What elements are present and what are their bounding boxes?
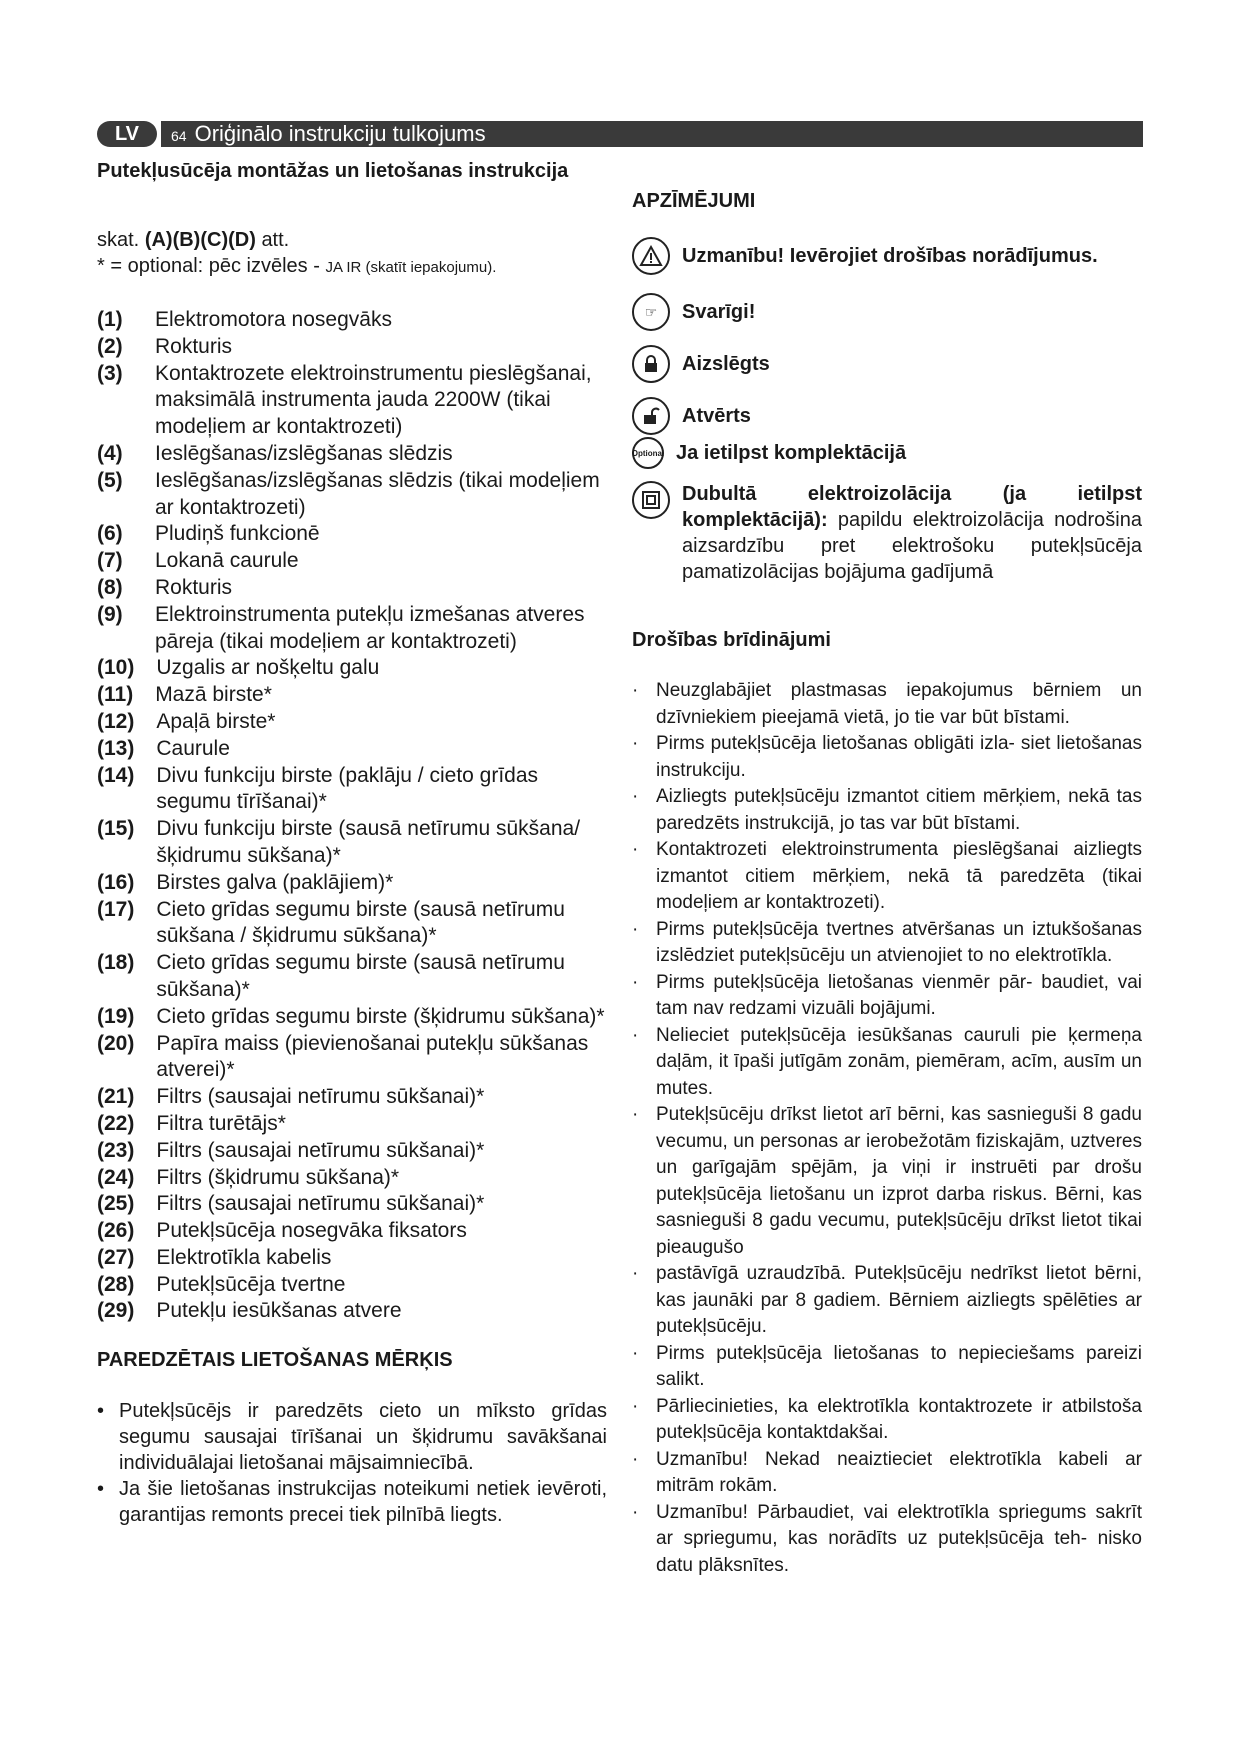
- part-number: (2): [97, 334, 123, 358]
- header-bar: [161, 121, 1143, 147]
- part-item: [97, 548, 607, 575]
- part-item: [97, 1004, 607, 1031]
- part-label: Putekļu iesūkšanas atvere: [156, 1299, 402, 1323]
- part-number: (28): [97, 1272, 135, 1296]
- safety-list: [632, 678, 1142, 1579]
- legend-locked: [632, 345, 1142, 383]
- safety-title: Drošības brīdinājumi: [632, 629, 831, 651]
- bullet-icon: ·: [632, 786, 639, 807]
- part-item: [97, 816, 607, 870]
- part-item: [97, 1084, 607, 1111]
- part-number: (21): [97, 1085, 135, 1109]
- part-item: [97, 521, 607, 548]
- warning-triangle-icon: [632, 237, 670, 275]
- purpose-text: Putekļsūcējs ir paredzēts cieto un mīksto grīdas segumu sausajai tīrīšanai un šķidrumu savākšanai individuālajai lietošanai mājsaimniecībā.: [119, 1400, 607, 1475]
- safety-text: Uzmanību! Pārbaudiet, vai elektrotīkla spriegums sakrīt ar spriegumu, kas norādīts uz putekļsūcēja teh- nisko datu plāksnītes.: [656, 1501, 1142, 1576]
- legend: [632, 237, 1142, 585]
- part-number: (15): [97, 817, 135, 841]
- part-item: [97, 441, 607, 468]
- safety-text: Pirms putekļsūcēja tvertnes atvēršanas un iztukšošanas izslēdziet putekļsūcēju un atvienojiet to no elektrotīkla.: [656, 918, 1142, 966]
- part-label: Ieslēgšanas/izslēgšanas slēdzis (tikai modeļiem ar kontaktrozeti): [155, 468, 600, 519]
- ref-figures: (A)(B)(C)(D): [144, 229, 256, 251]
- part-number: (26): [97, 1219, 135, 1243]
- part-number: (6): [97, 522, 123, 546]
- part-label: Elektroinstrumenta putekļu izmešanas atveres pāreja (tikai modeļiem ar kontaktrozeti): [155, 602, 585, 653]
- purpose-title: PAREDZĒTAIS LIETOŠANAS MĒRĶIS: [97, 1349, 453, 1372]
- part-label: Filtrs (sausajai netīrumu sūkšanai)*: [156, 1085, 485, 1109]
- double-insulation-title: Dubultā elektroizolācija (ja ietilpst komplektācijā):: [682, 483, 1142, 531]
- part-item: [97, 736, 607, 763]
- part-label: Ieslēgšanas/izslēgšanas slēdzis: [155, 441, 453, 465]
- legend-warning-text: Uzmanību! Ievērojiet drošības norādījumus.: [682, 244, 1098, 267]
- part-label: Caurule: [156, 736, 230, 760]
- header-title: Oriģinālo instrukciju tulkojums: [194, 121, 486, 146]
- safety-item: [632, 678, 1142, 731]
- safety-text: pastāvīgā uzraudzībā. Putekļsūcēju nedrīkst lietot bērni, kas jaunāki par 8 gadiem. Bērniem aizliegts spēlēties ar putekļsūcēju.: [656, 1263, 1142, 1337]
- part-number: (11): [97, 683, 134, 707]
- part-number: (17): [97, 897, 135, 921]
- bullet-icon: ·: [632, 1342, 639, 1364]
- legend-locked-text: Aizslēgts: [682, 352, 770, 375]
- legend-open-text: Atvērts: [682, 404, 751, 427]
- part-item: [97, 1191, 607, 1218]
- purpose-text: Ja šie lietošanas instrukcijas noteikumi netiek ievēroti, garantijas remonts precei tiek pilnībā liegts.: [119, 1478, 607, 1527]
- bullet-icon: ·: [632, 1024, 639, 1046]
- bullet-icon: ·: [632, 1501, 639, 1523]
- bullet-icon: ·: [632, 680, 639, 701]
- part-item: [97, 575, 607, 602]
- legend-title: APZĪMĒJUMI: [632, 190, 756, 212]
- part-label: Filtrs (sausajai netīrumu sūkšanai)*: [156, 1192, 485, 1216]
- part-item: [97, 1165, 607, 1192]
- part-item: [97, 1218, 607, 1245]
- bullet-icon: ·: [632, 1263, 639, 1284]
- safety-item: [632, 1341, 1142, 1394]
- safety-item: [632, 1500, 1142, 1580]
- part-number: (22): [97, 1111, 135, 1135]
- part-item: [97, 682, 607, 709]
- safety-text: Kontaktrozeti elektroinstrumenta pieslēgšanai aizliegts izmantot citiem mērķiem, nekā tā paredzēta (tikai modeļiem ar kontaktrozeti).: [656, 839, 1142, 913]
- part-item: [97, 307, 607, 334]
- parts-list: [97, 307, 607, 1325]
- part-number: (7): [97, 549, 123, 573]
- purpose-list: [97, 1398, 607, 1528]
- safety-text: Neuzglabājiet plastmasas iepakojumus bērniem un dzīvniekiem pieejamā vietā, jo tie var būt bīstami.: [656, 680, 1142, 728]
- bullet-icon: ·: [632, 971, 639, 993]
- part-item: [97, 655, 607, 682]
- lock-open-icon: [632, 397, 670, 435]
- bullet-icon: •: [97, 1478, 105, 1501]
- part-label: Filtrs (šķidrumu sūkšana)*: [156, 1165, 400, 1189]
- part-label: Rokturis: [155, 334, 233, 358]
- part-item: [97, 334, 607, 361]
- part-number: (20): [97, 1031, 135, 1055]
- part-number: (3): [97, 361, 123, 385]
- part-label: Elektromotora nosegvāks: [155, 308, 392, 331]
- safety-item: [632, 970, 1142, 1023]
- part-label: Lokanā caurule: [155, 549, 299, 573]
- double-insulation-icon: [632, 481, 670, 519]
- part-number: (16): [97, 870, 135, 894]
- part-label: Rokturis: [155, 575, 233, 599]
- part-label: Filtra turētājs*: [156, 1111, 286, 1135]
- part-number: (8): [97, 575, 123, 599]
- optional-note-small: JA IR (skatīt iepakojumu).: [325, 259, 497, 276]
- part-label: Uzgalis ar nošķeltu galu: [156, 656, 380, 680]
- page-number: 64: [171, 128, 187, 144]
- safety-text: Aizliegts putekļsūcēju izmantot citiem mērķiem, nekā tas paredzēts instrukcijā, jo tas var būt bīstami.: [656, 786, 1142, 834]
- part-item: [97, 361, 607, 441]
- part-number: (27): [97, 1245, 135, 1269]
- purpose-item: [97, 1476, 607, 1528]
- legend-warning: [632, 237, 1142, 275]
- part-item: [97, 897, 607, 951]
- part-number: (24): [97, 1165, 135, 1189]
- part-label: Putekļsūcēja tvertne: [156, 1272, 346, 1296]
- part-number: (25): [97, 1192, 135, 1216]
- document-title: Putekļusūcēja montāžas un lietošanas instrukcija: [97, 160, 569, 182]
- left-column: [97, 160, 607, 1528]
- part-number: (9): [97, 602, 123, 626]
- part-label: Elektrotīkla kabelis: [156, 1245, 332, 1269]
- part-item: [97, 870, 607, 897]
- part-label: Cieto grīdas segumu birste (šķidrumu sūkšana)*: [156, 1004, 605, 1028]
- bullet-icon: •: [97, 1400, 105, 1423]
- optional-badge-icon: Optional: [632, 437, 664, 469]
- safety-item: [632, 784, 1142, 837]
- part-item: [97, 1272, 607, 1299]
- safety-item: [632, 837, 1142, 917]
- safety-item: [632, 1023, 1142, 1103]
- part-label: Papīra maiss (pievienošanai putekļu sūkšanas atverei)*: [156, 1031, 589, 1082]
- bullet-icon: ·: [632, 918, 639, 940]
- optional-note: * = optional: pēc izvēles -: [97, 255, 320, 277]
- part-number: (5): [97, 468, 123, 492]
- legend-important-text: Svarīgi!: [682, 300, 756, 323]
- bullet-icon: ·: [632, 839, 639, 860]
- safety-item: [632, 1102, 1142, 1261]
- right-column: [632, 190, 1142, 1579]
- bullet-icon: ·: [632, 1104, 639, 1125]
- purpose-item: [97, 1398, 607, 1476]
- part-label: Pludiņš funkcionē: [155, 522, 320, 546]
- part-item: [97, 1245, 607, 1272]
- part-number: (18): [97, 951, 135, 975]
- part-item: [97, 763, 607, 817]
- part-number: (13): [97, 736, 135, 760]
- part-label: Birstes galva (paklājiem)*: [156, 870, 394, 894]
- safety-text: Uzmanību! Nekad neaiztieciet elektrotīkla kabeli ar mitrām rokām.: [656, 1448, 1142, 1496]
- part-label: Divu funkciju birste (sausā netīrumu sūkšana/ šķidrumu sūkšana)*: [156, 817, 581, 867]
- safety-item: [632, 731, 1142, 784]
- part-item: [97, 950, 607, 1004]
- safety-item: [632, 1261, 1142, 1341]
- legend-open: [632, 397, 1142, 435]
- part-item: [97, 468, 607, 522]
- double-insulation-text: papildu elektroizolācija nodrošina aizsardzību pret elektrošoku putekļsūcēja pamatizolācijas bojājuma gadījumā: [682, 509, 1142, 583]
- part-item: [97, 1031, 607, 1085]
- bullet-icon: ·: [632, 1448, 639, 1470]
- figure-reference: [97, 227, 607, 281]
- legend-optional: [632, 437, 1142, 469]
- safety-text: Nelieciet putekļsūcēja iesūkšanas cauruli pie ķermeņa daļām, it īpaši jutīgām zonām, piemēram, acīm, ausīm un mutes.: [656, 1024, 1142, 1099]
- bullet-icon: ·: [632, 1395, 639, 1417]
- part-number: (4): [97, 441, 123, 465]
- safety-item: [632, 917, 1142, 970]
- part-label: Mazā birste*: [155, 683, 272, 707]
- pointing-hand-icon: ☞: [632, 293, 670, 331]
- safety-text: Pirms putekļsūcēja lietošanas obligāti izla- siet lietošanas instrukciju.: [656, 733, 1142, 781]
- safety-text: Pirms putekļsūcēja lietošanas vienmēr pār- baudiet, vai tam nav redzami vizuāli bojājumi.: [656, 971, 1142, 1019]
- safety-text: Pārliecinieties, ka elektrotīkla kontaktrozete ir atbilstoša putekļsūcēja kontaktdakšai.: [656, 1395, 1142, 1443]
- part-label: Kontaktrozete elektroinstrumentu pieslēgšanai, maksimālā instrumenta jauda 2200W (tikai modeļiem ar kontaktrozeti): [155, 361, 592, 439]
- part-item: [97, 1138, 607, 1165]
- part-label: Apaļā birste*: [156, 709, 276, 733]
- part-number: (29): [97, 1299, 135, 1323]
- safety-item: [632, 1394, 1142, 1447]
- part-number: (12): [97, 709, 135, 733]
- safety-text: Putekļsūcēju drīkst lietot arī bērni, kas sasnieguši 8 gadu vecumu, un personas ar ierobežotām fiziskajām, uztveres un garīgajām spējām, ja viņi ir instruēti par drošu putekļsūcēja lietošanu un izprot darba riskus. Bērni, kas sasnieguši 8 gadu vecumu, putekļsūcēju drīkst lietot tikai pieaugušo: [656, 1104, 1142, 1258]
- bullet-icon: ·: [632, 733, 639, 754]
- part-number: (10): [97, 656, 135, 680]
- safety-item: [632, 1447, 1142, 1500]
- part-label: Filtrs (sausajai netīrumu sūkšanai)*: [156, 1138, 485, 1162]
- part-number: (14): [97, 763, 135, 787]
- part-label: Cieto grīdas segumu birste (sausā netīrumu sūkšana)*: [156, 951, 565, 1001]
- part-item: [97, 602, 607, 656]
- safety-text: Pirms putekļsūcēja lietošanas to nepieciešams pareizi salikt.: [656, 1342, 1142, 1390]
- language-badge: LV: [97, 121, 157, 147]
- lock-closed-icon: [632, 345, 670, 383]
- part-item: [97, 709, 607, 736]
- legend-double-insulation: [632, 481, 1142, 585]
- part-item: [97, 1111, 607, 1138]
- part-label: Cieto grīdas segumu birste (sausā netīrumu sūkšana / šķidrumu sūkšana)*: [156, 897, 565, 948]
- part-number: (1): [97, 308, 123, 331]
- part-number: (23): [97, 1138, 135, 1162]
- ref-suffix: att.: [261, 229, 290, 251]
- part-number: (19): [97, 1004, 135, 1028]
- ref-prefix: skat.: [97, 229, 140, 251]
- legend-important: [632, 293, 1142, 331]
- part-label: Putekļsūcēja nosegvāka fiksators: [156, 1219, 467, 1243]
- part-label: Divu funkciju birste (paklāju / cieto grīdas segumu tīrīšanai)*: [156, 763, 539, 814]
- page-header: [97, 121, 1143, 147]
- part-item: [97, 1298, 607, 1325]
- legend-optional-text: Ja ietilpst komplektācijā: [676, 441, 907, 464]
